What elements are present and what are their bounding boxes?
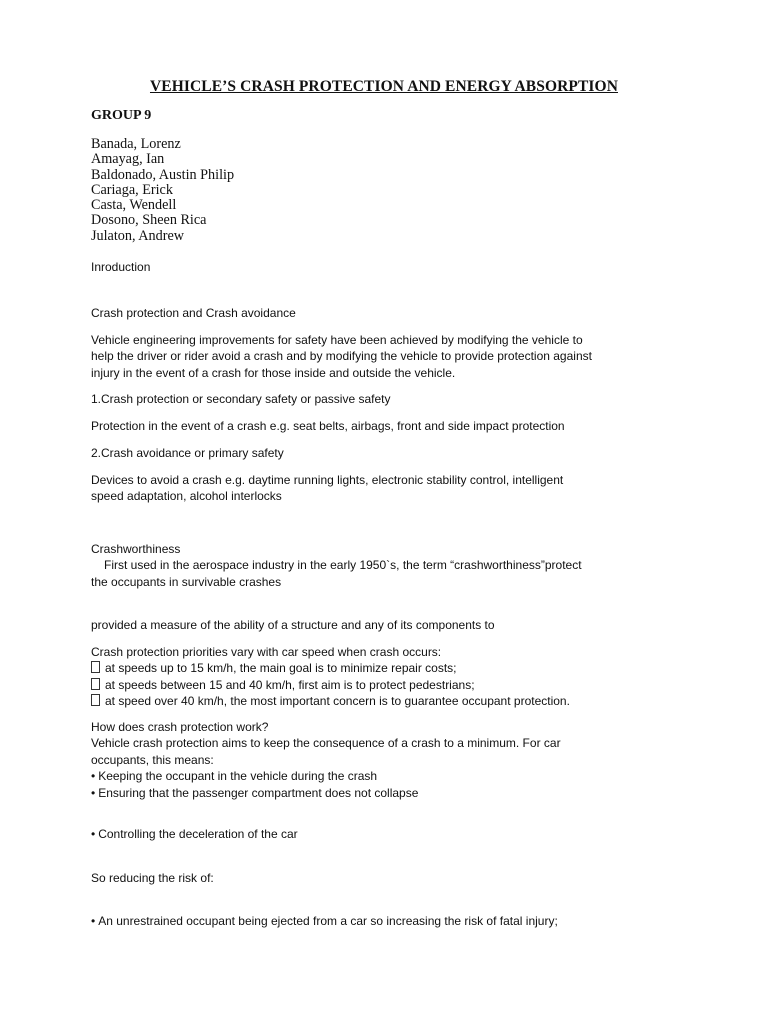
priority-item xyxy=(91,660,570,676)
checkbox-glyph-icon xyxy=(91,661,100,673)
item1-heading: 1.Crash protection or secondary safety or passive safety xyxy=(91,392,391,406)
item2-heading: 2.Crash avoidance or primary safety xyxy=(91,446,284,460)
paragraph-line: Devices to avoid a crash e.g. daytime running lights, electronic stability control, intelligent xyxy=(91,473,564,487)
member-name: Julaton, Andrew xyxy=(91,227,184,244)
bullet-item xyxy=(91,826,298,842)
item2-text xyxy=(91,472,563,505)
paragraph-line: speed adaptation, alcohol interlocks xyxy=(91,489,282,504)
reducing-text: So reducing the risk of: xyxy=(91,871,214,885)
paragraph-line: help the driver or rider avoid a crash and by modifying the vehicle to provide protection against xyxy=(91,349,592,364)
priority-text: at speeds between 15 and 40 km/h, first aim is to protect pedestrians; xyxy=(105,677,475,692)
member-name: Banada, Lorenz xyxy=(91,136,181,152)
member-list xyxy=(91,137,234,244)
paragraph-line: occupants, this means: xyxy=(91,752,214,767)
bullet-icon: • xyxy=(91,769,96,784)
introduction-heading: Inroduction xyxy=(91,260,151,274)
how-heading: How does crash protection work? xyxy=(91,720,269,734)
member-name: Cariaga, Erick xyxy=(91,181,173,198)
priorities-intro: Crash protection priorities vary with car speed when crash occurs: xyxy=(91,645,442,659)
member-name: Baldonado, Austin Philip xyxy=(91,166,235,183)
member-name: Casta, Wendell xyxy=(91,197,177,214)
document-title: VEHICLE’S CRASH PROTECTION AND ENERGY ABSORPTION xyxy=(149,78,618,95)
bullet-icon: • xyxy=(91,785,96,800)
bullet-item xyxy=(91,785,561,801)
priority-item xyxy=(91,677,570,693)
member-name: Amayag, Ian xyxy=(91,151,165,168)
bullet-icon: • xyxy=(91,914,96,928)
bullet-text: Keeping the occupant in the vehicle during the crash xyxy=(98,769,378,784)
bullet-text: An unrestrained occupant being ejected from a car so increasing the risk of fatal injury; xyxy=(98,914,558,928)
priority-text: at speed over 40 km/h, the most important concern is to guarantee occupant protection. xyxy=(105,694,570,709)
crash-section-heading: Crash protection and Crash avoidance xyxy=(91,306,296,320)
how-section xyxy=(91,719,561,801)
paragraph-line: injury in the event of a crash for those inside and outside the vehicle. xyxy=(91,365,456,380)
checkbox-glyph-icon xyxy=(91,694,100,706)
paragraph-line: Vehicle engineering improvements for safety have been achieved by modifying the vehicle to xyxy=(91,333,583,347)
item1-text: Protection in the event of a crash e.g. seat belts, airbags, front and side impact protection xyxy=(91,419,565,433)
bullet-icon: • xyxy=(91,827,96,841)
paragraph-line: Vehicle crash protection aims to keep the consequence of a crash to a minimum. For car xyxy=(91,736,561,751)
measure-text: provided a measure of the ability of a structure and any of its components to xyxy=(91,618,495,632)
bullet-text: Controlling the deceleration of the car xyxy=(98,827,298,841)
paragraph-line: the occupants in survivable crashes xyxy=(91,574,282,589)
crashworthiness-section xyxy=(91,541,582,590)
bullet-text: Ensuring that the passenger compartment does not collapse xyxy=(98,785,419,800)
priority-item xyxy=(91,693,570,709)
checkbox-glyph-icon xyxy=(91,678,100,690)
crashworthiness-heading: Crashworthiness xyxy=(91,542,181,556)
paragraph-line: First used in the aerospace industry in the early 1950`s, the term “crashworthiness”protect xyxy=(104,558,582,573)
bullet-item xyxy=(91,768,561,784)
paragraph-engineering xyxy=(91,332,592,381)
priority-text: at speeds up to 15 km/h, the main goal is to minimize repair costs; xyxy=(105,661,457,676)
member-name: Dosono, Sheen Rica xyxy=(91,212,207,229)
bullet-item xyxy=(91,913,558,929)
priorities-section xyxy=(91,644,570,710)
group-label: GROUP 9 xyxy=(91,108,152,123)
